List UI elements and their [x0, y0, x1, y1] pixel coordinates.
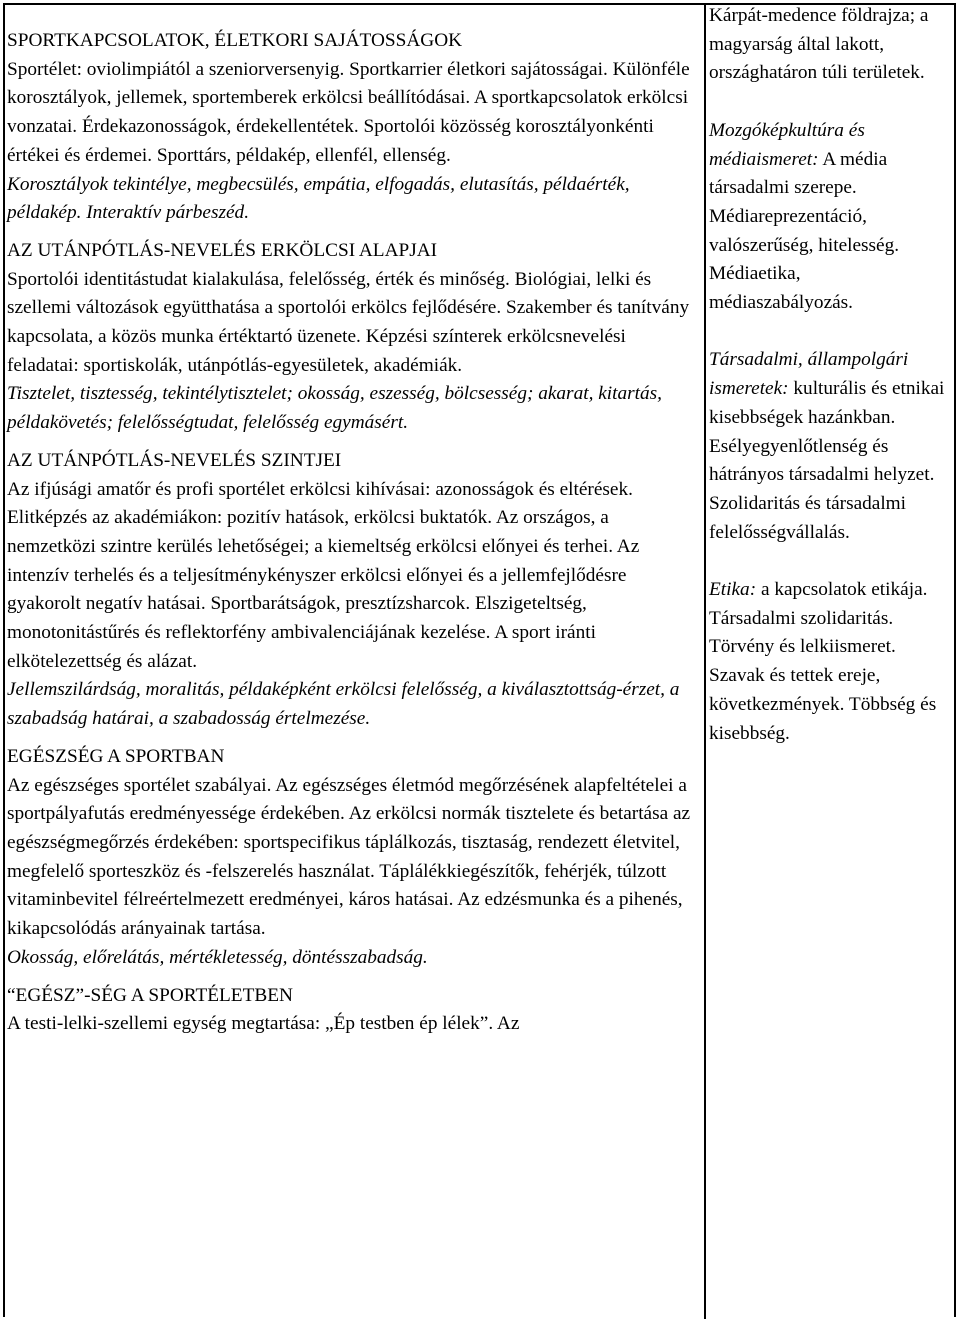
section-keywords: Korosztályok tekintélye, megbecsülés, empátia, elfogadás, elutasítás, példaérték, példakép. Interaktív párbeszéd. [7, 173, 630, 224]
section-egeszseg [7, 743, 693, 973]
column-divider [704, 5, 706, 1319]
crossref-subject: Etika: [709, 579, 757, 601]
crossref-etika [709, 576, 949, 748]
crossref-text: a kapcsolatok etikája. Társadalmi szolidaritás. Törvény és lelkiismeret. Szavak és tettek ereje, következmények. Többség és kisebbség. [709, 579, 937, 744]
section-body: Sportolói identitástudat kialakulása, felelősség, érték és minőség. Biológiai, lelki és szellemi változások együtthatása a sportolói erkölcs fejlődésére. Szakember és tanítvány kapcsolata, a közös munka értéktartó üzenete. Képzési színterek erkölcsnevelési feladatai: sportiskolák, utánpótlás-egyesületek, akadémiák. [7, 268, 690, 376]
section-keywords: Tisztelet, tisztesség, tekintélytisztelet; okosság, eszesség, bölcsesség; akarat, kitartás, példakövetés; felelősségtudat, felelősség egymásért. [7, 383, 662, 434]
section-heading: “EGÉSZ”-SÉG A SPORTÉLETBEN [7, 984, 293, 1006]
section-body: Az ifjúsági amatőr és profi sportélet erkölcsi kihívásai: azonosságok és eltérések. Elitképzés az akadémiákon: pozitív hatások, erkölcsi buktatók. Az országos, a nemzetközi szintre kerülés lehetőségei; a kiemeltség erkölcsi előnyei és terhei. Az intenzív terhelés és a teljesítménykényszer erkölcsi előnyei és a jellemfejlődésre gyakorolt negatív hatásai. Sportbarátságok, presztízsharcok. Elszigeteltség, monotonitástűrés és reflektorfény ambivalenciájának kezelése. A sport iránti elkötelezettség és alázat. [7, 478, 640, 672]
section-body: A testi-lelki-szellemi egység megtartása: „Ép testben ép lélek”. Az [7, 1013, 520, 1035]
crossref-text: kulturális és etnikai kisebbségek hazánkban. Esélyegyenlőtlenség és hátrányos társadalmi helyzet. Szolidaritás és társadalmi felelősségvállalás. [709, 378, 945, 543]
right-column [709, 2, 949, 777]
crossref-text: Kárpát-medence földrajza; a magyarság által lakott, országhatáron túli területek. [709, 5, 929, 84]
crossref-tarsadalmi [709, 346, 949, 547]
crossref-foldrajz [709, 2, 949, 88]
section-keywords: Okosság, előrelátás, mértékletesség, döntésszabadság. [7, 946, 428, 968]
section-body: Az egészséges sportélet szabályai. Az egészséges életmód megőrzésének alapfeltételei a sportpályafutás eredményessége érdekében. Az erkölcsi normák tisztelete és betartása az egészségmegőrzés érdekében: sportspecifikus táplálkozás, tisztaság, rendezett életvitel, megfelelő sporteszköz és -felszerelés használat. Táplálékkiegészítők, fehérjék, túlzott vitaminbevitel félreértelmezett eredményei, káros hatásai. Az edzésmunka és a pihenés, kikapcsolódás arányainak tartása. [7, 774, 691, 940]
section-heading: EGÉSZSÉG A SPORTBAN [7, 745, 225, 767]
section-body: Sportélet: oviolimpiától a szeniorversenyig. Sportkarrier életkori sajátosságai. Különféle korosztályok, jellemek, sportemberek erkölcsi beállítódásai. A sportkapcsolatok erkölcsi vonzatai. Érdekazonosságok, érdekellentétek. Sportolói közösség korosztályonkénti értékei és érdemei. Sporttárs, példakép, ellenfél, ellenség. [7, 58, 690, 166]
crossref-media [709, 117, 949, 318]
section-erkolcsi-alapjai [7, 237, 693, 438]
section-szintjei [7, 447, 693, 734]
section-sportkapcsolatok [7, 27, 693, 228]
section-egesz-seg [7, 982, 693, 1039]
section-heading: AZ UTÁNPÓTLÁS-NEVELÉS ERKÖLCSI ALAPJAI [7, 239, 438, 261]
crossref-subject: Mozgóképkultúra és médiaismeret: [709, 119, 865, 170]
section-keywords: Jellemszilárdság, moralitás, példaképként erkölcsi felelősség, a kiválasztottság-érzet, a szabadság határai, a szabadosság értelmezése. [7, 679, 680, 730]
section-heading: AZ UTÁNPÓTLÁS-NEVELÉS SZINTJEI [7, 449, 342, 471]
left-column [7, 27, 693, 1039]
crossref-subject: Társadalmi, állampolgári ismeretek: [709, 349, 909, 400]
crossref-text: A média társadalmi szerepe. Médiareprezentáció, valószerűség, hitelesség. Médiaetika, médiaszabályozás. [709, 148, 900, 314]
section-heading: SPORTKAPCSOLATOK, ÉLETKORI SAJÁTOSSÁGOK [7, 30, 463, 51]
